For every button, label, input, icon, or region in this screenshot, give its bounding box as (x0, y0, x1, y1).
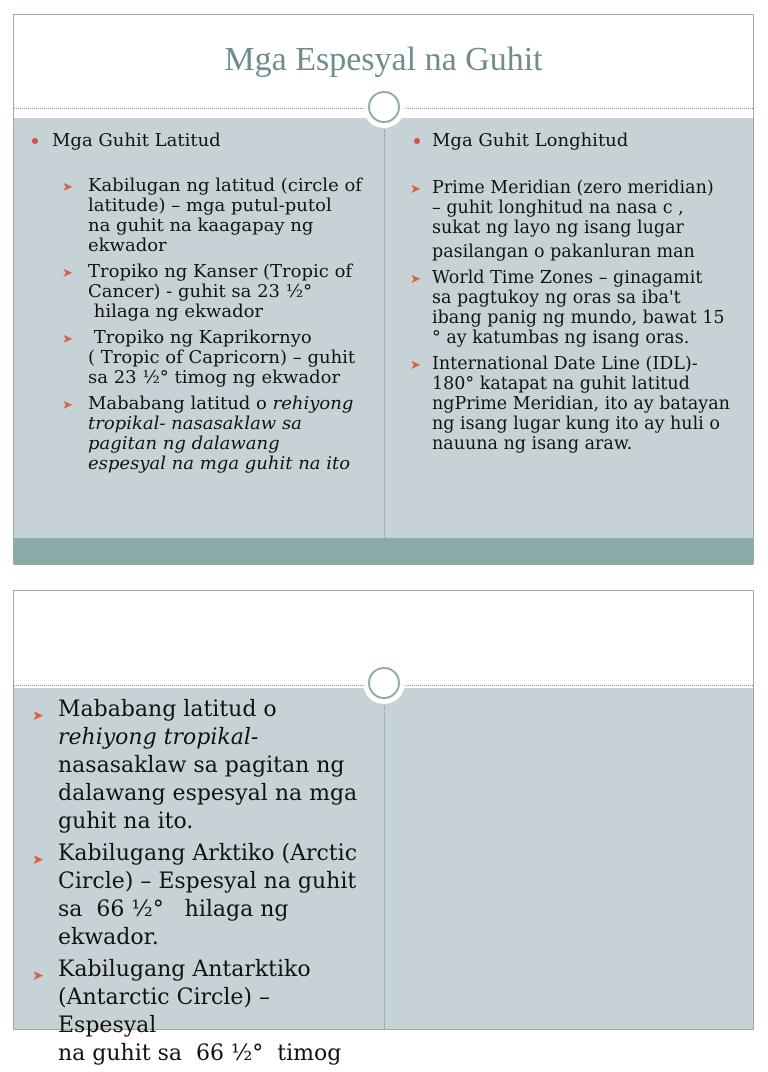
list-item: ➤ International Date Line (IDL)- 180° katapat na guhit latitud ngPrime Meridian, ito ay batayan ng isang lugar kung ito ay huli o nauuna ng isang araw. (410, 354, 730, 454)
longitude-list (410, 178, 750, 454)
list-item: ➤ Kabilugang Arktiko (Arctic Circle) – Espesyal na guhit sa 66 ½° hilaga ng ekwador. (32, 841, 358, 950)
arrow-bullet-icon: ➤ (62, 398, 73, 413)
list-item: ➤ World Time Zones – ginagamit sa pagtukoy ng oras sa iba't ibang panig ng mundo, bawat 15 ° ay katumbas ng isang oras. (410, 268, 725, 348)
bullet-dot-icon (414, 138, 420, 144)
arrow-bullet-icon: ➤ (410, 358, 421, 373)
latitude-list (62, 176, 378, 474)
arrow-bullet-icon: ➤ (32, 708, 44, 724)
column-divider (384, 706, 385, 1029)
arrow-bullet-icon: ➤ (410, 182, 421, 197)
column-divider (384, 130, 385, 538)
arrow-bullet-icon: ➤ (62, 266, 73, 281)
slide-title: Mga Espesyal na Guhit (224, 41, 543, 78)
bullet-dot-icon (32, 138, 38, 144)
list-item: ➤ Kabilugan ng latitud (circle of latitude) – mga putul-putol na guhit na kaagapay ng ekwador (62, 175, 362, 256)
heading-longitude: Mga Guhit Longhitud (410, 130, 750, 152)
list-item: ➤ Kabilugang Antarktiko (Antarctic Circle) – Espesyal na guhit sa 66 ½° timog (32, 957, 342, 1066)
heading-latitude: Mga Guhit Latitud (28, 130, 378, 152)
arrow-bullet-icon: ➤ (32, 852, 44, 868)
bullet-list (32, 696, 372, 1068)
arrow-bullet-icon: ➤ (62, 180, 73, 195)
arrow-bullet-icon: ➤ (62, 332, 73, 347)
list-item: ➤ Prime Meridian (zero meridian) – guhit longhitud na nasa c , sukat ng layo ng isang lugar pasilangan o pakanluran man (410, 178, 714, 262)
latitude-column (28, 118, 378, 480)
list-item: ➤ Tropiko ng Kaprikornyo ( Tropic of Capricorn) – guhit sa 23 ½° timog ng ekwador (62, 327, 356, 388)
list-item: ➤ Mababang latitud o rehiyong tropikal- nasasaklaw sa pagitan ng dalawang espesyal na mga guhit na ito. (32, 697, 358, 834)
content-column (32, 696, 372, 1072)
list-item: ➤ Mababang latitud o rehiyong tropikal- nasasaklaw sa pagitan ng dalawang espesyal na mga guhit na ito (62, 393, 354, 474)
list-item: ➤ Tropiko ng Kanser (Tropic of Cancer) - guhit sa 23 ½° hilaga ng ekwador (62, 261, 353, 322)
longitude-column (410, 118, 750, 460)
slide-1 (13, 14, 754, 564)
slide-2 (13, 590, 754, 1066)
arrow-bullet-icon: ➤ (410, 272, 421, 287)
footer-band (14, 538, 753, 565)
arrow-bullet-icon: ➤ (32, 968, 44, 984)
